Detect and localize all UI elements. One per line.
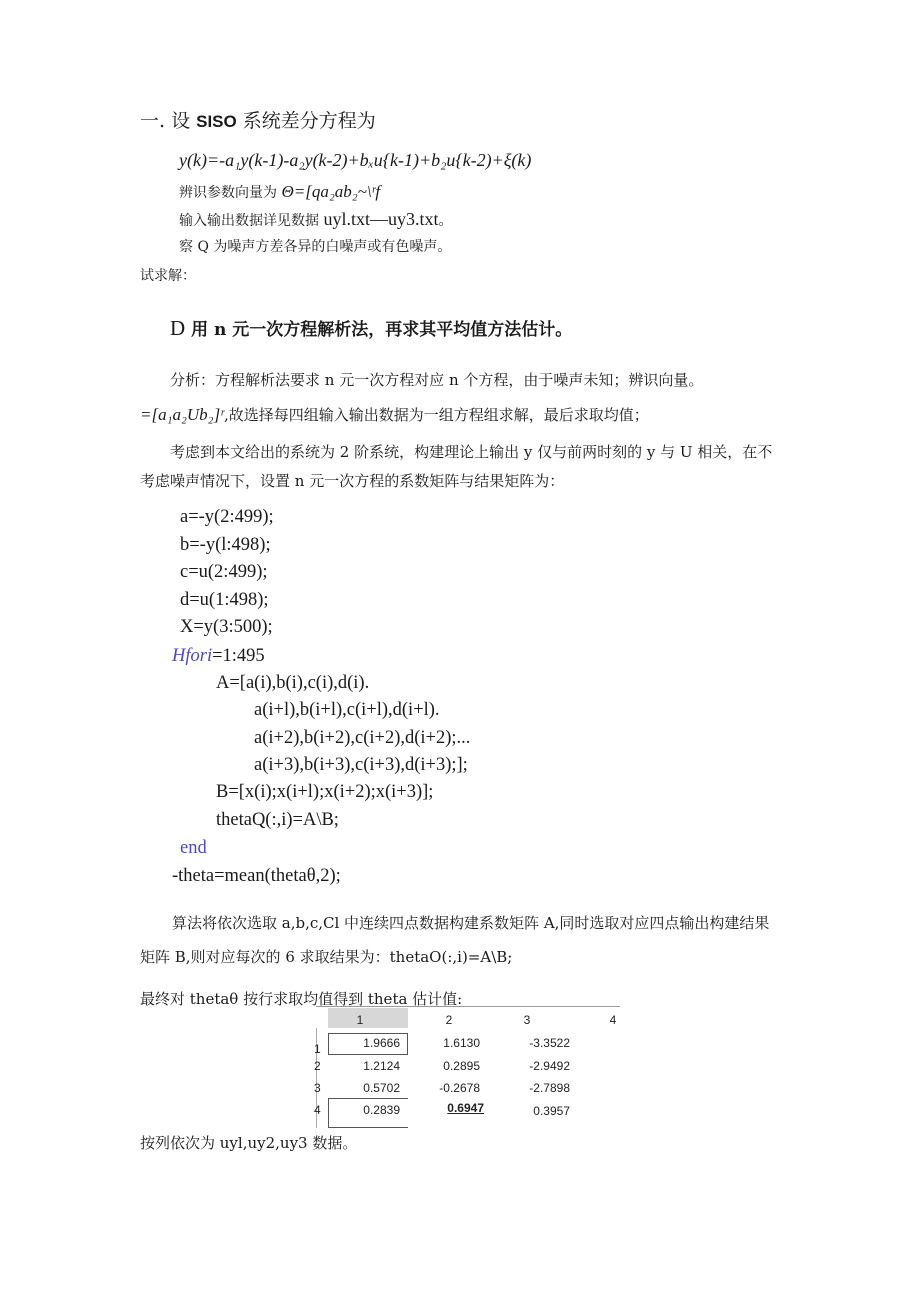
final-line: 最终对 thetaθ 按行求取均值得到 theta 估计值: — [140, 990, 463, 1008]
col-header: 4 — [609, 1013, 617, 1027]
difference-equation-text: y(k)=-a₁y(k-1)-a₂y(k-2)+bₓu{k-1)+b₂u{k-2)+ξ(k) — [179, 150, 532, 170]
heading-prefix: 一. 设 — [140, 110, 197, 132]
heading-siso: SISO — [196, 112, 237, 131]
difference-equation — [179, 150, 531, 171]
for-loop-line — [172, 646, 265, 667]
analysis-line-3: 考虑到本文给出的系统为 2 阶系统，构建理论上输出 y 仅与前两时刻的 y 与 U 相关，在不 — [170, 443, 773, 461]
param-line-text: 辨识参数向量为 — [179, 185, 282, 201]
section-text: 用 n 元一次方程解析法，再求其平均值方法估计。 — [185, 320, 573, 340]
col-header: 1 — [356, 1013, 364, 1027]
analysis-line-4: 考虑噪声情况下，设置 n 元一次方程的系数矩阵与结果矩阵为： — [140, 472, 565, 490]
row-header: 4 — [314, 1103, 321, 1117]
heading-suffix: 系统差分方程为 — [236, 110, 376, 132]
for-keyword: Hfori — [172, 646, 213, 666]
table-cell: 1.9666 — [363, 1036, 400, 1050]
row-header: 1 — [314, 1042, 321, 1056]
analysis-line-1: 分析：方程解析法要求 n 元一次方程对应 n 个方程，由于噪声未知；辨识向量。 — [170, 371, 704, 389]
code-line: c=u(2:499); — [180, 562, 268, 582]
code-line: a(i+2),b(i+2),c(i+2),d(i+2);... — [254, 728, 471, 748]
section-marker: D — [170, 316, 186, 340]
code-line: B=[x(i);x(i+l);x(i+2);x(i+3)]; — [216, 782, 434, 802]
row-header: 2 — [314, 1059, 321, 1073]
code-line: X=y(3:500); — [180, 617, 273, 637]
algo-line-2: 矩阵 B,则对应每次的 6 求取结果为：thetaO(:,i)=A\B; — [140, 948, 513, 966]
heading — [140, 106, 376, 133]
table-cell: 0.5702 — [363, 1081, 400, 1095]
col-header: 3 — [523, 1013, 531, 1027]
table-cell: -2.9492 — [529, 1059, 570, 1073]
table-cell: -2.7898 — [529, 1081, 570, 1095]
col-header: 2 — [445, 1013, 453, 1027]
code-line: a=-y(2:499); — [180, 507, 274, 527]
for-range: =1:495 — [212, 646, 265, 666]
table-cell-highlighted: 0.6947 — [447, 1101, 484, 1115]
code-line: A=[a(i),b(i),c(i),d(i). — [216, 673, 370, 693]
param-formula: Θ=[qa₂ab₂~\ʳf — [281, 182, 381, 201]
section-heading — [170, 315, 572, 341]
header-highlight — [328, 1008, 408, 1028]
analysis-line-2-text: ,故选择每四组输入输出数据为一组方程组求解，最后求取均值； — [224, 406, 649, 424]
table-cell: 0.2895 — [443, 1059, 480, 1073]
try-solve: 试求解： — [140, 268, 196, 284]
param-vector-line — [179, 182, 380, 202]
table-cell: 0.2839 — [363, 1103, 400, 1117]
data-line-prefix: 输入输出数据详见数据 — [179, 213, 324, 229]
table-cell: 1.6130 — [443, 1036, 480, 1050]
noise-line: 察 Q 为噪声方差各异的白噪声或有色噪声。 — [179, 239, 452, 255]
end-keyword: end — [180, 838, 207, 858]
table-cell: 1.2124 — [363, 1059, 400, 1073]
closing-line: 按列依次为 uyl,uy2,uy3 数据。 — [140, 1134, 358, 1152]
code-line: -theta=mean(thetaθ,2); — [172, 866, 341, 886]
table-cell: -3.3522 — [529, 1036, 570, 1050]
row-header: 3 — [314, 1081, 321, 1095]
data-files: uyl.txt—uy3.txt — [323, 209, 439, 229]
table-cell: -0.2678 — [439, 1081, 480, 1095]
code-line: a(i+l),b(i+l),c(i+l),d(i+l). — [254, 700, 440, 720]
analysis-line-2 — [140, 404, 649, 425]
code-line: b=-y(l:498); — [180, 535, 271, 555]
algo-line-1: 算法将依次选取 a,b,c,Cl 中连续四点数据构建系数矩阵 A,同时选取对应四点输出构建结果 — [172, 914, 770, 932]
table-top-rule — [316, 1006, 620, 1007]
analysis-formula: =[a₁a₂Ub₂]ʳ — [140, 405, 224, 424]
code-line: a(i+3),b(i+3),c(i+3),d(i+3);]; — [254, 755, 468, 775]
theta-table — [310, 1006, 620, 1128]
table-cell: 0.3957 — [533, 1104, 570, 1118]
code-line: d=u(1:498); — [180, 590, 269, 610]
data-files-line — [179, 209, 452, 230]
data-line-suffix: 。 — [438, 213, 453, 229]
code-line: thetaQ(:,i)=A\B; — [216, 810, 339, 830]
